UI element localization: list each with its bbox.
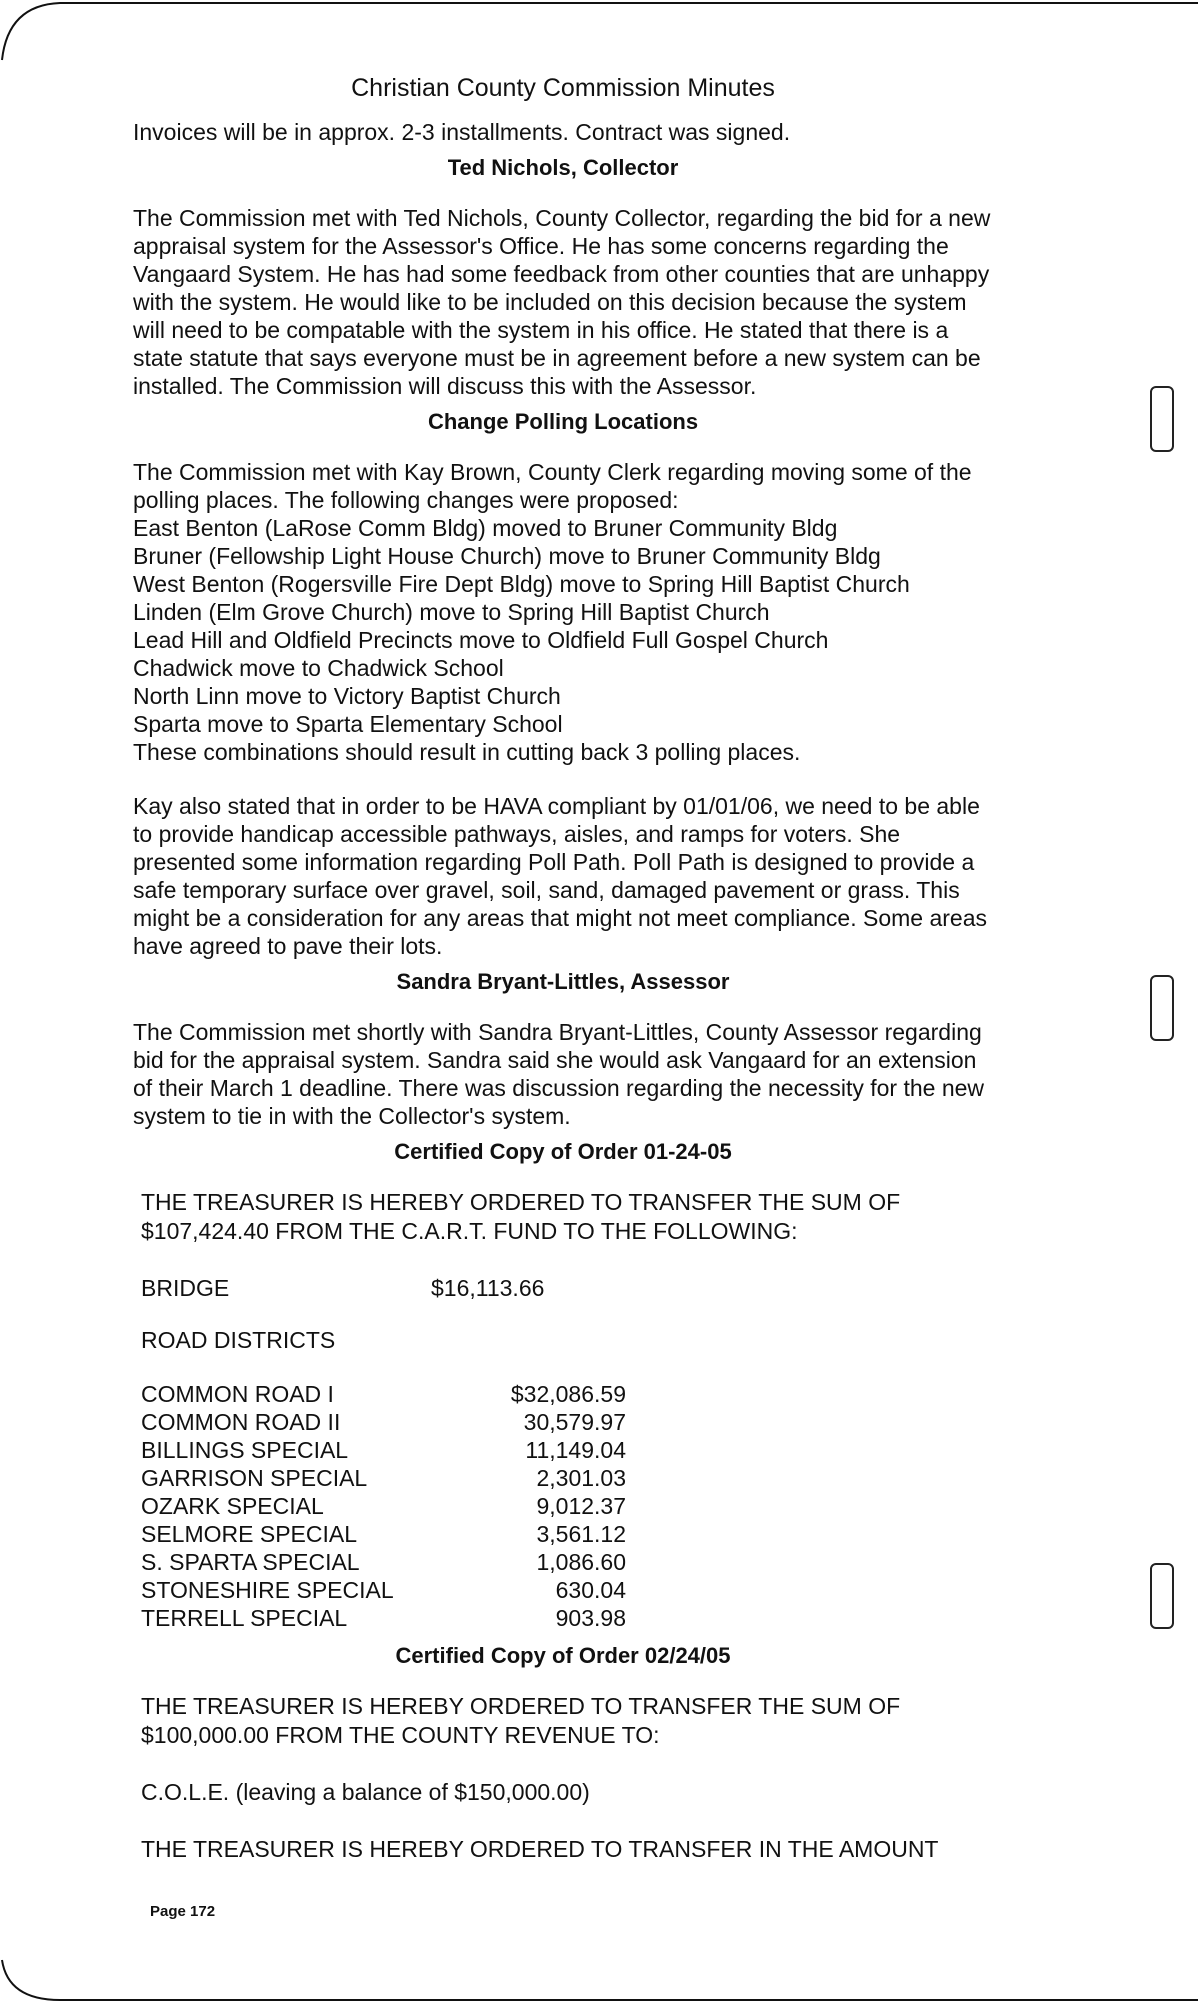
order-1-text: THE TREASURER IS HEREBY ORDERED TO TRANSFER THE SUM OF $107,424.40 FROM THE C.A.R.T. FUND TO THE FOLLOWING: xyxy=(141,1189,901,1244)
heading-nichols: Ted Nichols, Collector xyxy=(447,155,679,180)
list-item: West Benton (Rogersville Fire Dept Bldg) move to Spring Hill Baptist Church xyxy=(133,571,910,597)
road-name: S. SPARTA SPECIAL xyxy=(141,1549,360,1575)
road-amount: 2,301.03 xyxy=(536,1465,626,1491)
list-item: These combinations should result in cutting back 3 polling places. xyxy=(133,739,801,765)
road-amount: 9,012.37 xyxy=(536,1493,626,1519)
intro-line: Invoices will be in approx. 2-3 installments. Contract was signed. xyxy=(133,119,791,145)
road-amount: 30,579.97 xyxy=(523,1409,626,1435)
table-row xyxy=(141,1548,993,1576)
bridge-row xyxy=(141,1274,993,1302)
page-number: Page 172 xyxy=(150,1903,216,1920)
road-name: STONESHIRE SPECIAL xyxy=(141,1577,394,1603)
table-row xyxy=(141,1492,993,1520)
heading-order-1: Certified Copy of Order 01-24-05 xyxy=(394,1139,732,1164)
list-item: Linden (Elm Grove Church) move to Spring Hill Baptist Church xyxy=(133,599,770,625)
minutes-page xyxy=(133,70,993,1892)
bridge-amount: $16,113.66 xyxy=(431,1275,545,1301)
list-item: Chadwick move to Chadwick School xyxy=(133,655,504,681)
order-continued-line: THE TREASURER IS HEREBY ORDERED TO TRANSFER IN THE AMOUNT xyxy=(141,1836,939,1862)
list-item: East Benton (LaRose Comm Bldg) moved to Bruner Community Bldg xyxy=(133,515,838,541)
table-row xyxy=(141,1604,993,1632)
list-item: Lead Hill and Oldfield Precincts move to Oldfield Full Gospel Church xyxy=(133,627,829,653)
table-row xyxy=(141,1464,993,1492)
list-item: Sparta move to Sparta Elementary School xyxy=(133,711,563,737)
page-title: Christian County Commission Minutes xyxy=(351,74,775,102)
road-amount: 1,086.60 xyxy=(536,1549,626,1575)
table-row xyxy=(141,1520,993,1548)
road-name: GARRISON SPECIAL xyxy=(141,1465,368,1491)
road-name: COMMON ROAD II xyxy=(141,1409,341,1435)
road-amount: 630.04 xyxy=(555,1577,626,1603)
table-row xyxy=(141,1408,993,1436)
road-name: TERRELL SPECIAL xyxy=(141,1605,348,1631)
table-row xyxy=(141,1380,993,1408)
road-name: SELMORE SPECIAL xyxy=(141,1521,358,1547)
heading-order-2: Certified Copy of Order 02/24/05 xyxy=(395,1643,731,1668)
road-amount: 903.98 xyxy=(555,1605,626,1631)
binder-hole-bottom xyxy=(1150,1563,1174,1629)
heading-assessor: Sandra Bryant-Littles, Assessor xyxy=(396,969,730,994)
road-name: BILLINGS SPECIAL xyxy=(141,1437,349,1463)
heading-polling: Change Polling Locations xyxy=(427,409,699,434)
hava-paragraph: Kay also stated that in order to be HAVA compliant by 01/01/06, we need to be able to provide handicap accessible pathways, aisles, and ramps for voters. She presented some information regarding Poll Path. Poll Path is designed to provide a safe temporary surface over gravel, soil, sand, damaged pavement or grass. This might be a consideration for any areas that might not meet compliance. Some areas have agreed to pave their lots. xyxy=(133,793,988,959)
order-2-text: THE TREASURER IS HEREBY ORDERED TO TRANSFER THE SUM OF $100,000.00 FROM THE COUNTY REVENUE TO: xyxy=(141,1693,901,1748)
assessor-paragraph: The Commission met shortly with Sandra Bryant-Littles, County Assessor regarding bid for the appraisal system. Sandra said she would ask Vangaard for an extension of their March 1 deadline. There was discussion regarding the necessity for the new system to tie in with the Collector's system. xyxy=(133,1019,985,1129)
list-item: North Linn move to Victory Baptist Church xyxy=(133,683,561,709)
binder-hole-middle xyxy=(1150,975,1174,1041)
polling-change-list xyxy=(133,514,993,766)
road-name: OZARK SPECIAL xyxy=(141,1493,324,1519)
road-amount: 3,561.12 xyxy=(536,1521,626,1547)
road-districts-label: ROAD DISTRICTS xyxy=(141,1327,336,1353)
road-name: COMMON ROAD I xyxy=(141,1381,334,1407)
road-amount: 11,149.04 xyxy=(525,1437,626,1463)
table-row xyxy=(141,1576,993,1604)
road-amount: $32,086.59 xyxy=(510,1381,626,1407)
list-item: Bruner (Fellowship Light House Church) move to Bruner Community Bldg xyxy=(133,543,881,569)
bridge-label: BRIDGE xyxy=(141,1275,230,1301)
road-districts-table xyxy=(133,1380,993,1632)
table-row xyxy=(141,1436,993,1464)
binder-hole-top xyxy=(1150,386,1174,452)
cole-line: C.O.L.E. (leaving a balance of $150,000.00) xyxy=(141,1779,590,1805)
polling-intro: The Commission met with Kay Brown, County Clerk regarding moving some of the polling places. The following changes were proposed: xyxy=(133,459,972,513)
nichols-paragraph: The Commission met with Ted Nichols, County Collector, regarding the bid for a new appraisal system for the Assessor's Office. He has some concerns regarding the Vangaard System. He has had some feedback from other counties that are unhappy with the system. He would like to be included on this decision because the system will need to be compatable with the system in his office. He stated that there is a state statute that says everyone must be in agreement before a new system can be installed. The Commission will discuss this with the Assessor. xyxy=(133,205,991,399)
